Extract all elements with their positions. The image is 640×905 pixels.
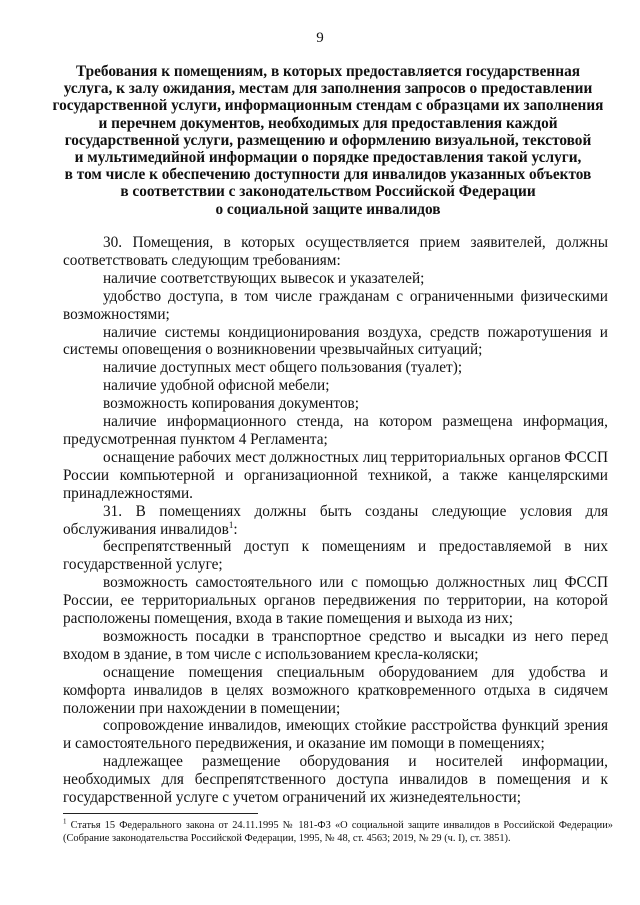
- heading-line: услуга, к залу ожидания, местам для заполнения запросов о предоставлении: [63, 80, 593, 98]
- footnote: [63, 819, 613, 845]
- footnote-reference: 1: [228, 519, 234, 530]
- list-item: наличие доступных мест общего пользования (туалет);: [103, 359, 463, 377]
- list-item: оснащение рабочих мест должностных лиц территориальных органов ФССП России компьютерной и организационной техникой, а также канцелярскими принадлежностями.: [63, 448, 608, 502]
- list-item: удобство доступа, в том числе гражданам с ограниченными физическими возможностями;: [63, 287, 608, 323]
- heading-line: государственной услуги, размещению и оформлению визуальной, текстовой: [64, 131, 592, 149]
- list-item: беспрепятственный доступ к помещениям и предоставляемой в них государственной услуге;: [63, 538, 608, 574]
- list-item: возможность копирования документов;: [103, 395, 359, 413]
- paragraph-31-tail: :: [233, 520, 238, 538]
- footnote-text: Статья 15 Федерального закона от 24.11.1995 № 181-ФЗ «О социальной защите инвалидов в Российской Федерации» (Собрание законодательства Российской Федерации, 1995, № 48, ст. 4563; 2019, № 29 (ч. I), ст. 3851).: [63, 820, 613, 844]
- list-item: сопровождение инвалидов, имеющих стойкие расстройства функций зрения и самостоятельного передвижения, и оказание им помощи в помещениях;: [63, 717, 608, 753]
- paragraph-31-text: 31. В помещениях должны быть созданы следующие условия для обслуживания инвалидов: [63, 502, 608, 538]
- list-item: наличие соответствующих вывесок и указателей;: [103, 269, 425, 287]
- list-item: возможность самостоятельного или с помощью должностных лиц ФССП России, ее территориальных органов передвижения по территории, на которой расположены помещения, входа в такие помещения и выхода из них;: [63, 574, 608, 628]
- section-heading: [48, 63, 608, 218]
- heading-line: и мультимедийной информации о порядке предоставления такой услуги,: [74, 149, 582, 167]
- heading-line: и перечнем документов, необходимых для предоставления каждой: [98, 114, 558, 132]
- list-item: наличие информационного стенда, на котором размещена информация, предусмотренная пунктом 4 Регламента;: [63, 413, 608, 448]
- paragraph-31: [63, 503, 608, 539]
- list-item: наличие системы кондиционирования воздуха, средств пожаротушения и системы оповещения о возникновении чрезвычайных ситуаций;: [63, 323, 608, 359]
- paragraph-30: 30. Помещения, в которых осуществляется прием заявителей, должны соответствовать следующим требованиям:: [63, 234, 608, 269]
- footnote-mark: 1: [63, 817, 67, 826]
- page-number: 9: [316, 30, 324, 46]
- heading-line: в соответствии с законодательством Российской Федерации: [120, 183, 536, 201]
- list-item: надлежащее размещение оборудования и носителей информации, необходимых для беспрепятственного доступа инвалидов в помещения и к государственной услуге с учетом ограничений их жизнедеятельности;: [63, 753, 608, 807]
- heading-line: в том числе к обеспечению доступности для инвалидов указанных объектов: [64, 166, 592, 184]
- list-item: оснащение помещения специальным оборудованием для удобства и комфорта инвалидов в целях возможного кратковременного отдыха в сидячем положении при нахождении в помещении;: [63, 663, 608, 717]
- list-item: наличие удобной офисной мебели;: [103, 377, 330, 395]
- footnote-separator: [63, 813, 258, 814]
- document-body: [63, 234, 608, 807]
- heading-line: государственной услуги, информационным стендам с образцами их заполнения: [52, 97, 604, 115]
- heading-line: Требования к помещениям, в которых предоставляется государственная: [75, 63, 580, 80]
- list-item: возможность посадки в транспортное средство и высадки из него перед входом в здание, в том числе с использованием кресла-коляски;: [63, 627, 608, 663]
- heading-line: о социальной защите инвалидов: [215, 200, 441, 218]
